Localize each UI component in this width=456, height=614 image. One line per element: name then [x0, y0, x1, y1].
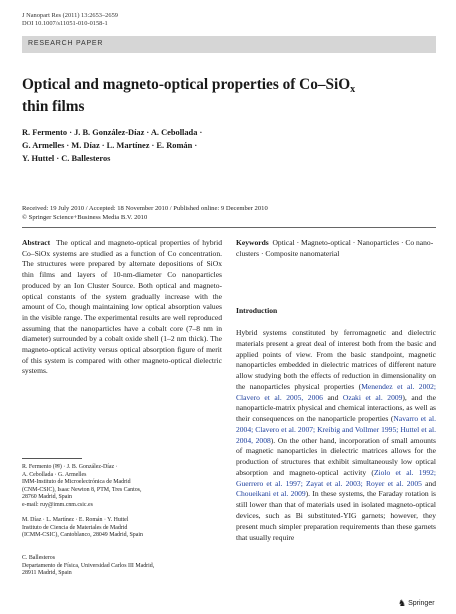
title-subscript: x: [350, 84, 356, 95]
affiliation-line: M. Díaz · L. Martínez · E. Román · Y. Huttel: [22, 517, 129, 523]
keywords: [236, 238, 436, 259]
intro-text: Hybrid systems constituted by ferromagnetic and dielectric materials present a great deal of interest both from the basic and applied points of view. From the basic standpoint, magnetic nanoparticles embedded in dielectric matrices of different nature allow studying both the effects of reduction in dimensionality on the nanoparticles physical properties (: [236, 328, 436, 391]
abstract: [22, 238, 222, 377]
author-list: [22, 126, 282, 165]
publisher-logo: [398, 598, 435, 609]
affiliation-line: IMM-Instituto de Microelectrónica de Madrid: [22, 479, 131, 486]
title-text: Optical and magneto-optical properties of Co–SiO: [22, 76, 351, 93]
article-type-label: RESEARCH PAPER: [28, 40, 104, 47]
introduction-body: [236, 328, 436, 543]
affiliation-line: A. Cebollada · G. Armelles: [22, 471, 87, 478]
affiliation-line: 28911 Madrid, Spain: [22, 570, 72, 577]
springer-horse-icon: ♞: [398, 598, 407, 608]
affiliation-line: Departamento de Física, Universidad Carlos III Madrid,: [22, 562, 155, 569]
keywords-text: Optical · Magneto-optical · Nanoparticles · Co nano-clusters · Composite nanomaterial: [236, 238, 434, 258]
intro-text: ). In these systems, the Faraday rotation is still lower than that of materials used in isolated magneto-optical devices, such as Bi substituted-YIG garnets; however, they present much simpler preparation requirements than these garnets that usually require: [236, 489, 436, 542]
publication-dates: [22, 205, 382, 222]
abstract-label: Abstract: [22, 238, 51, 247]
affiliation-icmm: [22, 517, 222, 540]
intro-text: and: [421, 478, 436, 488]
footnote-divider: [22, 458, 82, 459]
title-end: thin films: [22, 98, 85, 115]
intro-text: and: [322, 392, 343, 402]
publisher-name: Springer: [408, 600, 435, 607]
author-line: G. Armelles · M. Díaz · L. Martínez · E. Román ·: [22, 141, 198, 150]
affiliation-line: (ICMM-CSIC), Cantoblanco, 28049 Madrid, Spain: [22, 532, 143, 539]
author-line: Y. Huttel · C. Ballesteros: [22, 154, 111, 163]
affiliation-line: (CNM-CSIC), Isaac Newton 8, PTM, Tres Cantos,: [22, 486, 142, 493]
citation-link[interactable]: Ozaki et al. 2009: [342, 392, 403, 402]
affiliation-line: Instituto de Ciencia de Materiales de Madrid: [22, 524, 128, 531]
received-dates: Received: 19 July 2010 / Accepted: 18 November 2010 / Published online: 9 December 2010: [22, 205, 268, 212]
affiliation-line: R. Fermento (✉) · J. B. González-Díaz ·: [22, 464, 118, 470]
doi[interactable]: DOI 10.1007/s11051-010-0158-1: [22, 20, 108, 28]
citation-link[interactable]: Menendez et al. 2002; Clavero et al. 2005, 2006: [236, 381, 437, 402]
copyright: © Springer Science+Business Media B.V. 2010: [22, 213, 148, 221]
journal-header: [22, 12, 118, 28]
affiliation-line: C. Ballesteros: [22, 555, 56, 561]
citation-link[interactable]: Choueikani et al. 2009: [236, 489, 306, 499]
paper-title: [22, 76, 382, 115]
affiliation-line: 28760 Madrid, Spain: [22, 494, 72, 501]
article-type-band: [22, 36, 436, 53]
divider: [22, 227, 436, 228]
citation-link[interactable]: Ziolo et al. 1992; Guerrero et al. 1997; Zayat et al. 2003; Royer et al. 2005: [236, 467, 436, 488]
abstract-text: The optical and magneto-optical properties of hybrid Co–SiOx systems are studied as a function of Co concentration. The structures were prepared by alternate depositions of SiOx thin films and layers of 10-nm-diameter Co nanoparticles produced by an Ion Cluster Source. Both optical and magneto-optical constants of the system gradually increase with the amount of Co, though maintaining low optical absorption values in the visible range. The experimental results are well reproduced assuming that the nanoparticles have a cobalt core (7–8 nm in diameter) surrounded by a cobalt oxide shell (1–2 nm thick). The magneto-optical activity versus optical absorption figure of merit of this system is compared with other magneto-optical dielectric systems.: [22, 238, 222, 376]
email-link[interactable]: e-mail: ruy@imm.cnm.csic.es: [22, 501, 93, 508]
journal-citation: J Nanopart Res (2011) 13:2653–2659: [22, 12, 118, 19]
intro-text: ). On the other hand, incorporation of small amounts of magnetic nanoparticles in dielectric matrices allows for the production of structures that exhibit simultaneously low optical absorption and magneto-optical activity (: [236, 435, 436, 477]
affiliation-uc3m: [22, 555, 222, 578]
keywords-label: Keywords: [236, 238, 269, 247]
citation-link[interactable]: Navarro et al. 2004; Clavero et al. 2007; Kreibig and Vollmer 1995; Huttel et al. 2004, 2008: [236, 414, 436, 445]
section-heading-introduction: Introduction: [236, 306, 278, 315]
intro-text: ), and the nanoparticle-matrix physical and chemical interactions, as well as their consequences on the nanoparticle properties (: [236, 392, 437, 424]
author-line: R. Fermento · J. B. González-Díaz · A. Cebollada ·: [22, 128, 203, 137]
affiliation-imm: [22, 464, 222, 510]
